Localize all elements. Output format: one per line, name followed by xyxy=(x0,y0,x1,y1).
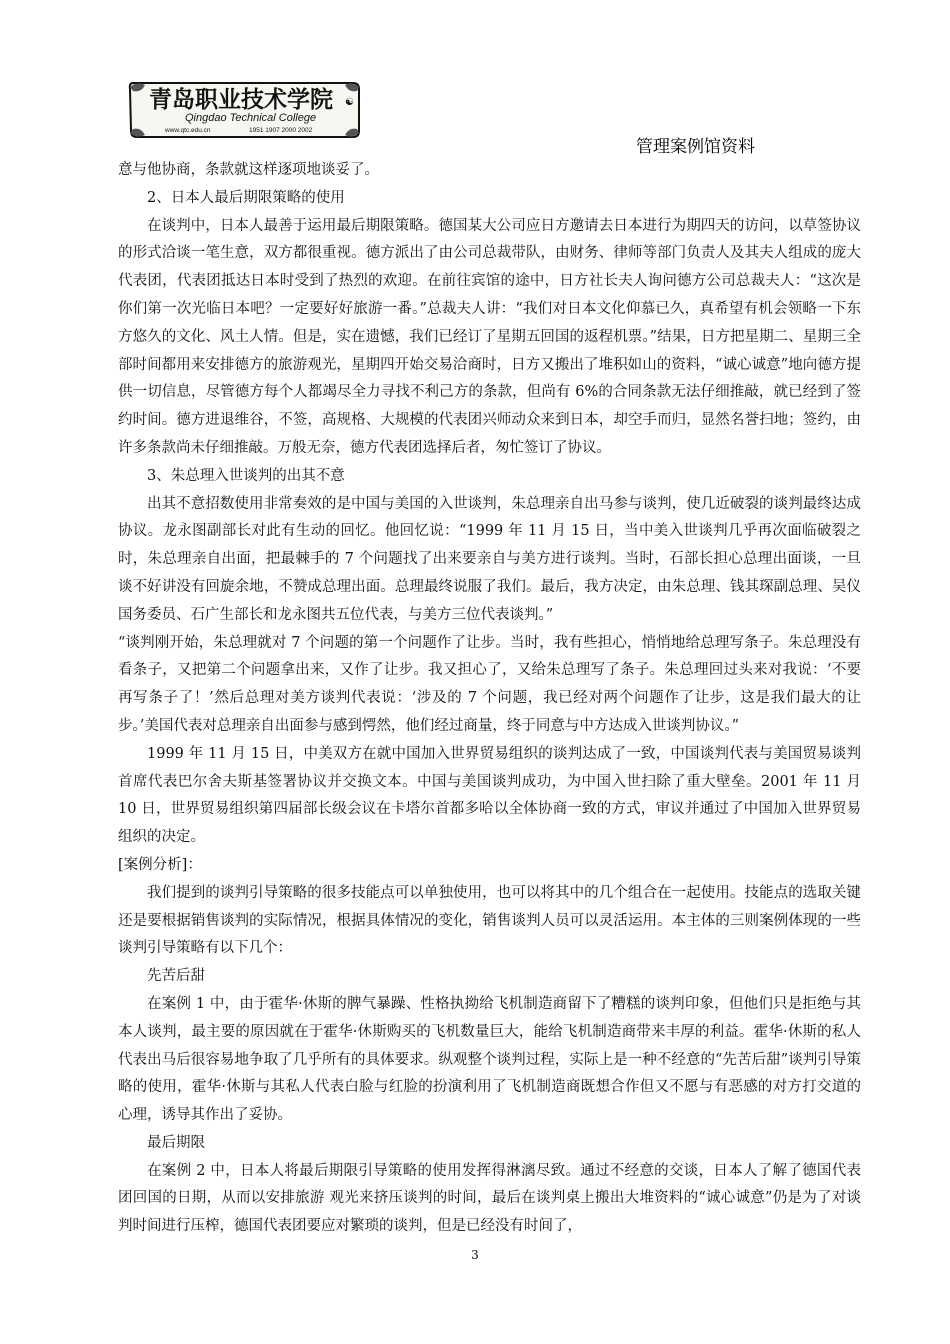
page-number: 3 xyxy=(471,1248,479,1262)
paragraph: 在案例 2 中，日本人将最后期限引导策略的使用发挥得淋漓尽致。通过不经意的交谈，日本人了解了德国代表团回国的日期，从而以安排旅游 观光来挤压谈判的时间，最后在谈判桌上搬出大堆资料的“诚心诚意”仍是为了对谈判时间进行压榨，德国代表团要应对繁琐的谈判，但是已经没有时间了， xyxy=(118,1162,861,1235)
logo-english-name: Qingdao Technical College xyxy=(185,112,317,124)
logo-url: www.qtc.edu.cn xyxy=(165,127,211,134)
svg-text:☯: ☯ xyxy=(345,97,354,108)
document-body xyxy=(118,157,861,1241)
paragraph: 1999 年 11 月 15 日，中美双方在就中国加入世界贸易组织的谈判达成了一致，中国谈判代表与美国贸易谈判首席代表巴尔舍夫斯基签署协议并交换文本。中国与美国谈判成功，为中国入世扫除了重大壁垒。2001 年 11 月 10 日，世界贸易组织第四届部长级会议在卡塔尔首都多哈以全体协商一致的方式，审议并通过了中国加入世界贸易组织的决定。 xyxy=(118,745,861,846)
paragraph: “谈判刚开始，朱总理就对 7 个问题的第一个问题作了让步。当时，我有些担心，悄悄地给总理写条子。朱总理没有看条子，又把第二个问题拿出来，又作了让步。我又担心了，又给朱总理写了条子。朱总理回过头来对我说：‘不要再写条子了！’然后总理对美方谈判代表说：‘涉及的 7 个问题，我已经对两个问题作了让步，这是我们最大的让步。’美国代表对总理亲自出面参与感到愕然，他们经过商量，终于同意与中方达成入世谈判协议。” xyxy=(118,634,861,734)
section-heading: 3、朱总理入世谈判的出其不意 xyxy=(147,467,345,484)
section-heading: 2、日本人最后期限策略的使用 xyxy=(147,189,345,206)
paragraph: [案例分析]： xyxy=(118,856,202,873)
paragraph: 在案例 1 中，由于霍华·休斯的脾气暴躁、性格执拗给飞机制造商留下了糟糕的谈判印象，但他们只是拒绝与其本人谈判，最主要的原因就在于霍华·休斯购买的飞机数量巨大，能给飞机制造商带来丰厚的利益。霍华·休斯的私人代表出马后很容易地争取了几乎所有的具体要求。纵观整个谈判过程，实际上是一种不经意的“先苦后甜”谈判引导策略的使用，霍华·休斯与其私人代表白脸与红脸的扮演利用了飞机制造商既想合作但又不愿与有恶感的对方打交道的心理，诱导其作出了妥协。 xyxy=(118,995,861,1124)
header-title: 管理案例馆资料 xyxy=(636,137,755,157)
logo-chinese-name: 青岛职业技术学院 xyxy=(149,86,333,113)
paragraph: 出其不意招数使用非常奏效的是中国与美国的入世谈判，朱总理亲自出马参与谈判，使几近破裂的谈判最终达成协议。龙永图副部长对此有生动的回忆。他回忆说：“1999 年 11 月 15 日，当中美入世谈判几乎再次面临破裂之时，朱总理亲自出面，把最棘手的 7 个问题找了出来要亲自与美方进行谈判。当时，石部长担心总理出面谈，一旦谈不好讲没有回旋余地，不赞成总理出面。总理最终说服了我们。最后，我方决定，由朱总理、钱其琛副总理、吴仪国务委员、石广生部长和龙永图共五位代表，与美方三位代表谈判。” xyxy=(118,495,861,623)
logo-years: 1951 1907 2000 2002 xyxy=(249,127,313,134)
section-heading: 最后期限 xyxy=(147,1134,205,1151)
paragraph: 在谈判中，日本人最善于运用最后期限策略。德国某大公司应日方邀请去日本进行为期四天的访问，以草签协议的形式洽谈一笔生意，双方都很重视。德方派出了由公司总裁带队，由财务、律师等部门负责人及其夫人组成的庞大代表团，代表团抵达日本时受到了热烈的欢迎。在前往宾馆的途中，日方社长夫人询问德方公司总裁夫人：“这次是你们第一次光临日本吧？一定要好好旅游一番。”总裁夫人讲：“我们对日本文化仰慕已久，真希望有机会领略一下东方悠久的文化、风土人情。但是，实在遗憾，我们已经订了星期五回国的返程机票。”结果，日方把星期二、星期三全部时间都用来安排德方的旅游观光，星期四开始交易洽商时，日方又搬出了堆积如山的资料，“诚心诚意”地向德方提供一切信息，尽管德方每个人都竭尽全力寻找不利己方的条款，但尚有 6%的合同条款无法仔细推敲，就已经到了签约时间。德方进退维谷，不签，高规格、大规模的代表团兴师动众来到日本，却空手而归，显然名誉扫地；签约，由许多条款尚未仔细推敲。万般无奈，德方代表团选择后者，匆忙签订了协议。 xyxy=(118,217,861,456)
paragraph: 我们提到的谈判引导策略的很多技能点可以单独使用，也可以将其中的几个组合在一起使用。技能点的选取关键还是要根据销售谈判的实际情况，根据具体情况的变化，销售谈判人员可以灵活运用。本主体的三则案例体现的一些谈判引导策略有以下几个： xyxy=(118,884,861,957)
paragraph: 意与他协商，条款就这样逐项地谈妥了。 xyxy=(118,162,379,178)
section-heading: 先苦后甜 xyxy=(147,968,205,985)
college-logo xyxy=(127,79,363,141)
